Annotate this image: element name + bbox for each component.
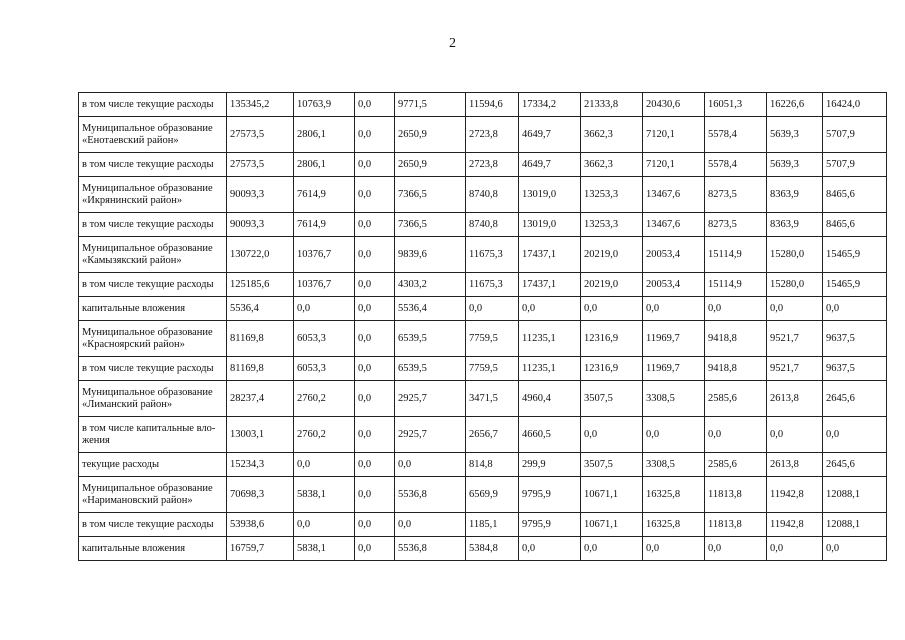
value-cell: 0,0: [519, 537, 581, 561]
value-cell: 15465,9: [823, 273, 887, 297]
row-label: Муниципальное образование «Енотаевский район»: [79, 117, 227, 153]
value-cell: 3507,5: [581, 381, 643, 417]
value-cell: 6053,3: [294, 321, 355, 357]
value-cell: 0,0: [355, 513, 395, 537]
value-cell: 6539,5: [395, 321, 466, 357]
value-cell: 7366,5: [395, 213, 466, 237]
value-cell: 2650,9: [395, 153, 466, 177]
value-cell: 6539,5: [395, 357, 466, 381]
value-cell: 0,0: [767, 417, 823, 453]
value-cell: 11675,3: [466, 237, 519, 273]
value-cell: 0,0: [581, 297, 643, 321]
table-row: [79, 213, 887, 237]
row-label: Муниципальное образование «Лиманский район»: [79, 381, 227, 417]
value-cell: 13467,6: [643, 213, 705, 237]
value-cell: 17334,2: [519, 93, 581, 117]
value-cell: 9521,7: [767, 321, 823, 357]
row-label: капитальные вложения: [79, 297, 227, 321]
value-cell: 1185,1: [466, 513, 519, 537]
value-cell: 8273,5: [705, 213, 767, 237]
table-row: [79, 117, 887, 153]
value-cell: 17437,1: [519, 237, 581, 273]
table-row: [79, 297, 887, 321]
value-cell: 13019,0: [519, 213, 581, 237]
row-label: в том числе капитальные вло-жения: [79, 417, 227, 453]
value-cell: 7614,9: [294, 177, 355, 213]
row-label: Муниципальное образование «Камызякский район»: [79, 237, 227, 273]
value-cell: 12088,1: [823, 477, 887, 513]
value-cell: 11235,1: [519, 357, 581, 381]
value-cell: 2650,9: [395, 117, 466, 153]
value-cell: 20219,0: [581, 237, 643, 273]
value-cell: 9771,5: [395, 93, 466, 117]
value-cell: 8465,6: [823, 177, 887, 213]
value-cell: 0,0: [767, 537, 823, 561]
value-cell: 135345,2: [227, 93, 294, 117]
table-row: [79, 381, 887, 417]
value-cell: 9839,6: [395, 237, 466, 273]
value-cell: 0,0: [355, 213, 395, 237]
value-cell: 10671,1: [581, 477, 643, 513]
value-cell: 7120,1: [643, 117, 705, 153]
value-cell: 5578,4: [705, 117, 767, 153]
value-cell: 13019,0: [519, 177, 581, 213]
row-label: в том числе текущие расходы: [79, 213, 227, 237]
value-cell: 8273,5: [705, 177, 767, 213]
row-label: Муниципальное образование «Красноярский район»: [79, 321, 227, 357]
value-cell: 0,0: [355, 477, 395, 513]
value-cell: 0,0: [355, 417, 395, 453]
value-cell: 2723,8: [466, 153, 519, 177]
value-cell: 0,0: [705, 417, 767, 453]
value-cell: 10376,7: [294, 237, 355, 273]
value-cell: 4649,7: [519, 153, 581, 177]
value-cell: 7614,9: [294, 213, 355, 237]
value-cell: 5536,4: [227, 297, 294, 321]
value-cell: 13467,6: [643, 177, 705, 213]
value-cell: 2585,6: [705, 381, 767, 417]
value-cell: 5639,3: [767, 153, 823, 177]
value-cell: 16325,8: [643, 477, 705, 513]
value-cell: 7759,5: [466, 357, 519, 381]
value-cell: 16759,7: [227, 537, 294, 561]
value-cell: 70698,3: [227, 477, 294, 513]
value-cell: 0,0: [643, 297, 705, 321]
value-cell: 0,0: [355, 453, 395, 477]
value-cell: 0,0: [355, 357, 395, 381]
row-label: Муниципальное образование «Икрянинский район»: [79, 177, 227, 213]
value-cell: 3308,5: [643, 381, 705, 417]
value-cell: 90093,3: [227, 177, 294, 213]
value-cell: 5838,1: [294, 477, 355, 513]
value-cell: 15280,0: [767, 237, 823, 273]
value-cell: 11235,1: [519, 321, 581, 357]
value-cell: 15465,9: [823, 237, 887, 273]
value-cell: 0,0: [355, 93, 395, 117]
value-cell: 0,0: [581, 417, 643, 453]
table-row: [79, 537, 887, 561]
value-cell: 3308,5: [643, 453, 705, 477]
value-cell: 2925,7: [395, 381, 466, 417]
value-cell: 3662,3: [581, 117, 643, 153]
row-label: в том числе текущие расходы: [79, 513, 227, 537]
value-cell: 5384,8: [466, 537, 519, 561]
value-cell: 0,0: [355, 321, 395, 357]
value-cell: 7366,5: [395, 177, 466, 213]
value-cell: 8740,8: [466, 177, 519, 213]
table-row: [79, 93, 887, 117]
value-cell: 5536,4: [395, 297, 466, 321]
value-cell: 21333,8: [581, 93, 643, 117]
value-cell: 12088,1: [823, 513, 887, 537]
value-cell: 4303,2: [395, 273, 466, 297]
value-cell: 2613,8: [767, 381, 823, 417]
value-cell: 2723,8: [466, 117, 519, 153]
value-cell: 0,0: [466, 297, 519, 321]
value-cell: 10376,7: [294, 273, 355, 297]
value-cell: 12316,9: [581, 357, 643, 381]
value-cell: 0,0: [823, 417, 887, 453]
value-cell: 130722,0: [227, 237, 294, 273]
value-cell: 814,8: [466, 453, 519, 477]
value-cell: 11594,6: [466, 93, 519, 117]
value-cell: 16226,6: [767, 93, 823, 117]
value-cell: 3507,5: [581, 453, 643, 477]
row-label: в том числе текущие расходы: [79, 93, 227, 117]
table-row: [79, 321, 887, 357]
value-cell: 20053,4: [643, 273, 705, 297]
value-cell: 11675,3: [466, 273, 519, 297]
value-cell: 4660,5: [519, 417, 581, 453]
value-cell: 0,0: [355, 297, 395, 321]
value-cell: 2806,1: [294, 117, 355, 153]
value-cell: 2645,6: [823, 381, 887, 417]
value-cell: 9418,8: [705, 357, 767, 381]
value-cell: 15234,3: [227, 453, 294, 477]
table-row: [79, 477, 887, 513]
value-cell: 9418,8: [705, 321, 767, 357]
value-cell: 27573,5: [227, 117, 294, 153]
value-cell: 2760,2: [294, 381, 355, 417]
value-cell: 13253,3: [581, 213, 643, 237]
value-cell: 5707,9: [823, 117, 887, 153]
row-label: Муниципальное образование «Наримановский район»: [79, 477, 227, 513]
value-cell: 0,0: [294, 297, 355, 321]
value-cell: 10671,1: [581, 513, 643, 537]
value-cell: 0,0: [767, 297, 823, 321]
value-cell: 81169,8: [227, 321, 294, 357]
value-cell: 6569,9: [466, 477, 519, 513]
table-row: [79, 273, 887, 297]
value-cell: 11969,7: [643, 321, 705, 357]
value-cell: 0,0: [643, 537, 705, 561]
table-row: [79, 453, 887, 477]
value-cell: 12316,9: [581, 321, 643, 357]
value-cell: 16424,0: [823, 93, 887, 117]
value-cell: 9637,5: [823, 357, 887, 381]
table-row: [79, 177, 887, 213]
value-cell: 5536,8: [395, 537, 466, 561]
value-cell: 8465,6: [823, 213, 887, 237]
value-cell: 15114,9: [705, 273, 767, 297]
value-cell: 2645,6: [823, 453, 887, 477]
value-cell: 0,0: [355, 273, 395, 297]
value-cell: 16051,3: [705, 93, 767, 117]
value-cell: 5838,1: [294, 537, 355, 561]
value-cell: 3662,3: [581, 153, 643, 177]
value-cell: 53938,6: [227, 513, 294, 537]
value-cell: 11942,8: [767, 477, 823, 513]
value-cell: 20053,4: [643, 237, 705, 273]
value-cell: 5536,8: [395, 477, 466, 513]
value-cell: 5639,3: [767, 117, 823, 153]
row-label: в том числе текущие расходы: [79, 357, 227, 381]
value-cell: 125185,6: [227, 273, 294, 297]
value-cell: 2806,1: [294, 153, 355, 177]
value-cell: 4649,7: [519, 117, 581, 153]
value-cell: 2613,8: [767, 453, 823, 477]
row-label: в том числе текущие расходы: [79, 153, 227, 177]
value-cell: 5707,9: [823, 153, 887, 177]
value-cell: 0,0: [294, 513, 355, 537]
value-cell: 9795,9: [519, 513, 581, 537]
value-cell: 81169,8: [227, 357, 294, 381]
value-cell: 15114,9: [705, 237, 767, 273]
value-cell: 0,0: [581, 537, 643, 561]
value-cell: 9795,9: [519, 477, 581, 513]
budget-table: [78, 92, 887, 561]
value-cell: 0,0: [355, 177, 395, 213]
value-cell: 4960,4: [519, 381, 581, 417]
value-cell: 0,0: [355, 381, 395, 417]
value-cell: 3471,5: [466, 381, 519, 417]
value-cell: 20430,6: [643, 93, 705, 117]
value-cell: 8740,8: [466, 213, 519, 237]
value-cell: 0,0: [705, 297, 767, 321]
value-cell: 0,0: [355, 117, 395, 153]
value-cell: 8363,9: [767, 213, 823, 237]
value-cell: 0,0: [294, 453, 355, 477]
table-row: [79, 237, 887, 273]
table-row: [79, 153, 887, 177]
table-row: [79, 513, 887, 537]
row-label: в том числе текущие расходы: [79, 273, 227, 297]
value-cell: 2585,6: [705, 453, 767, 477]
value-cell: 13253,3: [581, 177, 643, 213]
value-cell: 0,0: [643, 417, 705, 453]
table-row: [79, 357, 887, 381]
value-cell: 9521,7: [767, 357, 823, 381]
value-cell: 17437,1: [519, 273, 581, 297]
value-cell: 5578,4: [705, 153, 767, 177]
value-cell: 7759,5: [466, 321, 519, 357]
value-cell: 8363,9: [767, 177, 823, 213]
value-cell: 0,0: [705, 537, 767, 561]
value-cell: 0,0: [395, 513, 466, 537]
value-cell: 0,0: [395, 453, 466, 477]
table-body: [79, 93, 887, 561]
value-cell: 11813,8: [705, 513, 767, 537]
value-cell: 20219,0: [581, 273, 643, 297]
row-label: капитальные вложения: [79, 537, 227, 561]
value-cell: 0,0: [355, 537, 395, 561]
value-cell: 2760,2: [294, 417, 355, 453]
value-cell: 6053,3: [294, 357, 355, 381]
page-number: 2: [449, 36, 456, 51]
value-cell: 11813,8: [705, 477, 767, 513]
value-cell: 13003,1: [227, 417, 294, 453]
value-cell: 7120,1: [643, 153, 705, 177]
value-cell: 0,0: [823, 537, 887, 561]
value-cell: 0,0: [823, 297, 887, 321]
value-cell: 11969,7: [643, 357, 705, 381]
value-cell: 0,0: [519, 297, 581, 321]
value-cell: 10763,9: [294, 93, 355, 117]
value-cell: 0,0: [355, 237, 395, 273]
value-cell: 9637,5: [823, 321, 887, 357]
value-cell: 28237,4: [227, 381, 294, 417]
value-cell: 11942,8: [767, 513, 823, 537]
value-cell: 2925,7: [395, 417, 466, 453]
value-cell: 27573,5: [227, 153, 294, 177]
table-row: [79, 417, 887, 453]
value-cell: 15280,0: [767, 273, 823, 297]
value-cell: 299,9: [519, 453, 581, 477]
value-cell: 2656,7: [466, 417, 519, 453]
row-label: текущие расходы: [79, 453, 227, 477]
value-cell: 0,0: [355, 153, 395, 177]
value-cell: 16325,8: [643, 513, 705, 537]
value-cell: 90093,3: [227, 213, 294, 237]
